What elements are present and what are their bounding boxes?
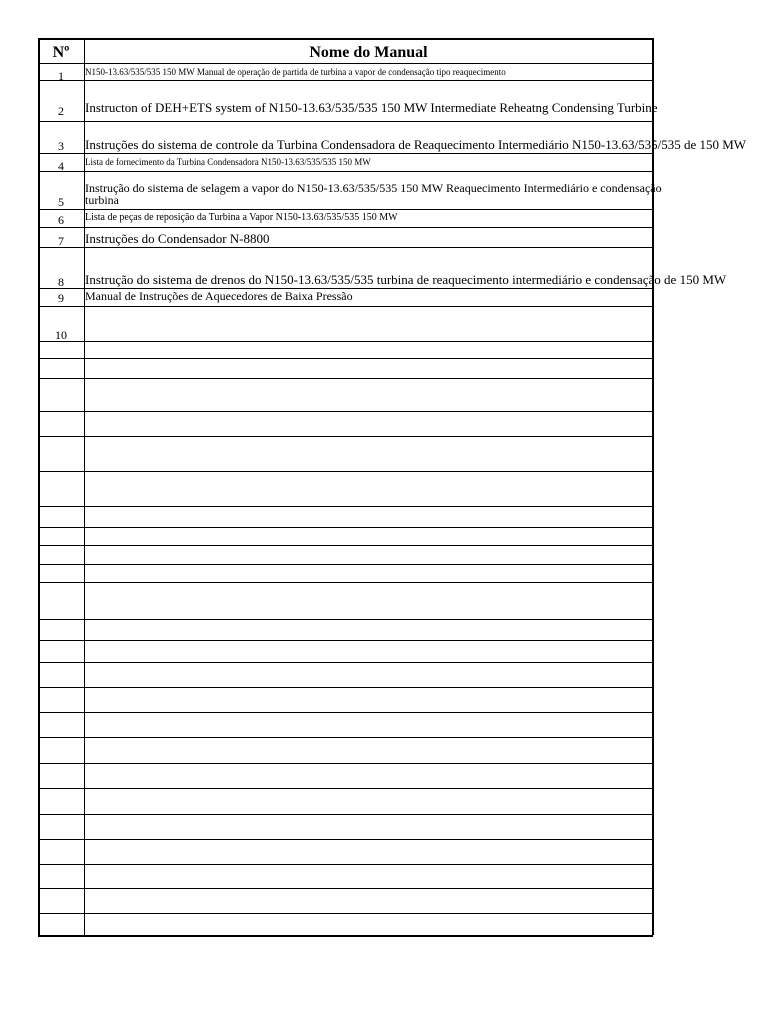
row-divider [38,471,653,472]
row-divider [38,582,653,583]
column-header-number: Nº [52,44,70,61]
manual-name-text: Instrução do sistema de selagem a vapor do N150-13.63/535/535 150 MW Reaquecimento Intermediário e condensação [85,181,662,195]
manual-name-text: Instructon of DEH+ETS system of N150-13.63/535/535 150 MW Intermediate Reheatng Condensing Turbine [85,100,658,115]
row-divider [38,306,653,307]
row-number: 8 [58,275,64,289]
row-divider [38,814,653,815]
row-divider [38,80,653,81]
row-divider [38,737,653,738]
row-divider [38,506,653,507]
row-divider [38,227,653,228]
manual-name-text: Instruções do Condensador N-8800 [85,231,270,246]
row-divider [38,687,653,688]
column-header-manual-name: Nome do Manual [309,44,428,61]
manual-name-text: Manual de Instruções de Aquecedores de Baixa Pressão [85,289,353,303]
row-divider [38,788,653,789]
row-number: 3 [58,139,64,153]
row-divider [38,38,653,40]
row-divider [38,619,653,620]
manual-name-text: Instrução do sistema de drenos do N150-13.63/535/535 turbina de reaquecimento intermediário e condensação de 150 MW [85,272,727,287]
row-number: 9 [58,291,64,305]
row-divider [38,839,653,840]
manual-name-text: Lista de peças de reposição da Turbina a Vapor N150-13.63/535/535 150 MW [85,212,398,223]
manual-name-text: Lista de fornecimento da Turbina Condensadora N150-13.63/535/535 150 MW [85,157,371,167]
manual-name-text: turbina [85,193,119,207]
manual-name-text: Instruções do sistema de controle da Turbina Condensadora de Reaquecimento Intermediário N150-13.63/535/535 de 150 MW [85,137,747,152]
row-divider [38,63,653,64]
row-divider [38,358,653,359]
row-divider [38,763,653,764]
row-divider [38,153,653,154]
row-divider [38,888,653,889]
row-divider [38,662,653,663]
row-divider [38,527,653,528]
row-number: 7 [58,234,64,248]
row-number: 1 [58,69,64,83]
row-divider [38,209,653,210]
row-divider [38,436,653,437]
manual-name-text: N150-13.63/535/535 150 MW Manual de operação de partida de turbina a vapor de condensação tipo reaquecimento [85,67,506,77]
row-divider [38,545,653,546]
row-divider [38,411,653,412]
row-number: 6 [58,213,64,227]
row-number: 10 [55,328,67,342]
row-divider [38,171,653,172]
column-divider [84,38,85,935]
row-number: 4 [58,159,64,173]
column-divider [652,38,654,935]
manual-list-table [38,38,747,935]
row-divider [38,712,653,713]
row-divider [38,121,653,122]
row-divider [38,247,653,248]
row-divider [38,913,653,914]
row-number: 2 [58,104,64,118]
row-divider [38,640,653,641]
row-number: 5 [58,195,64,209]
row-divider [38,378,653,379]
row-divider [38,341,653,342]
row-divider [38,864,653,865]
row-divider [38,935,653,937]
row-divider [38,564,653,565]
